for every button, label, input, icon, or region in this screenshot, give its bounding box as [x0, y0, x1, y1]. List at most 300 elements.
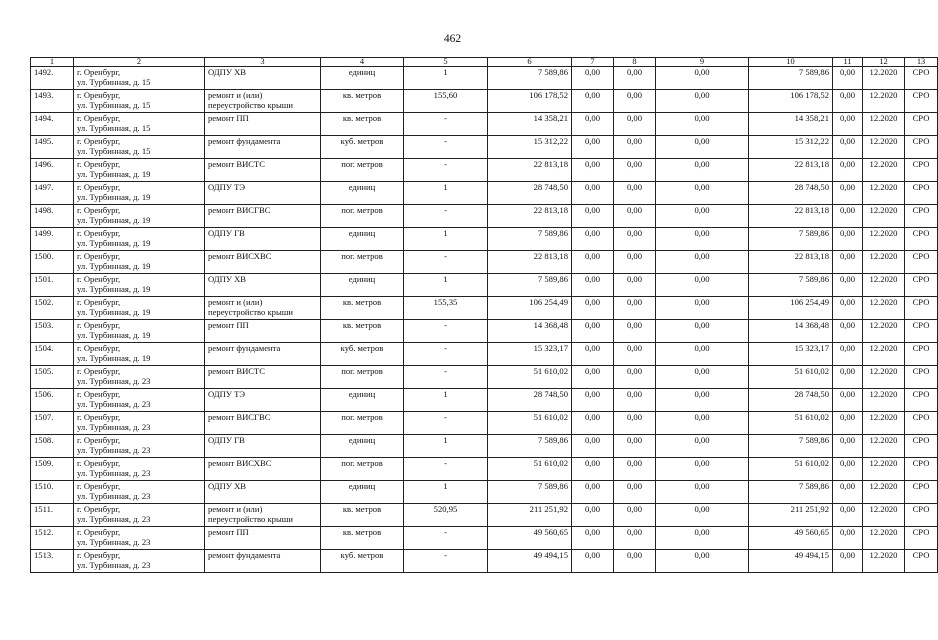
- address-text: ул. Турбинная, д. 23: [77, 560, 151, 571]
- value-col8-text: 0,00: [626, 343, 643, 353]
- value-col7-text: 0,00: [584, 297, 601, 307]
- unit-text: кв. метров: [342, 527, 382, 537]
- work-type-cell: [205, 90, 321, 113]
- address-text: г. Оренбург,: [77, 412, 121, 422]
- completion-date-text: 12.2020: [869, 251, 898, 261]
- quantity-cell: [404, 366, 488, 389]
- row-number-text: 1508.: [34, 435, 54, 445]
- quantity-text: 155,35: [433, 297, 458, 307]
- funding-source-cell: [905, 274, 938, 297]
- value-col11-text: 0,00: [839, 504, 856, 514]
- funding-source-cell: [905, 67, 938, 90]
- funding-source-cell: [905, 297, 938, 320]
- value-col7-text: 0,00: [584, 343, 601, 353]
- value-col8-cell: [614, 343, 656, 366]
- works-register-table: [30, 57, 938, 573]
- table-row: [31, 228, 938, 251]
- work-type-text: переустройство крыши: [208, 514, 293, 525]
- column-header: 7: [572, 58, 614, 67]
- value-col7-text: 0,00: [584, 90, 601, 100]
- page-number: 462: [443, 33, 462, 45]
- total-cell: [749, 182, 833, 205]
- cost-text: 51 610,02: [533, 412, 568, 422]
- quantity-text: -: [444, 343, 447, 353]
- table-row: [31, 366, 938, 389]
- column-header: 9: [656, 58, 749, 67]
- column-header: 11: [833, 58, 863, 67]
- work-type-cell: [205, 458, 321, 481]
- value-col7-cell: [572, 389, 614, 412]
- value-col8-text: 0,00: [626, 320, 643, 330]
- value-col9-text: 0,00: [694, 251, 710, 261]
- value-col8-cell: [614, 113, 656, 136]
- total-text: 106 178,52: [790, 90, 829, 100]
- value-col9-text: 0,00: [694, 297, 710, 307]
- funding-source-cell: [905, 435, 938, 458]
- work-type-text: ремонт ВИСГВС: [208, 412, 271, 422]
- value-col7-text: 0,00: [584, 136, 601, 146]
- address-cell: [74, 550, 205, 573]
- value-col7-text: 0,00: [584, 228, 601, 238]
- address-cell: [74, 182, 205, 205]
- row-number-cell: [31, 228, 74, 251]
- total-cell: [749, 251, 833, 274]
- table-row: [31, 67, 938, 90]
- cost-cell: [488, 159, 572, 182]
- value-col9-cell: [656, 67, 749, 90]
- address-text: ул. Турбинная, д. 19: [77, 192, 151, 203]
- value-col11-cell: [833, 228, 863, 251]
- funding-source-text: СРО: [912, 251, 930, 261]
- value-col11-text: 0,00: [839, 113, 856, 123]
- total-text: 22 813,18: [794, 159, 829, 169]
- value-col7-text: 0,00: [584, 504, 601, 514]
- value-col7-text: 0,00: [584, 205, 601, 215]
- address-cell: [74, 504, 205, 527]
- completion-date-text: 12.2020: [869, 159, 898, 169]
- address-cell: [74, 527, 205, 550]
- work-type-cell: [205, 228, 321, 251]
- value-col9-text: 0,00: [694, 550, 710, 560]
- total-cell: [749, 90, 833, 113]
- completion-date-text: 12.2020: [869, 113, 898, 123]
- unit-cell: [321, 228, 404, 251]
- address-text: ул. Турбинная, д. 19: [77, 330, 151, 341]
- unit-cell: [321, 274, 404, 297]
- quantity-cell: [404, 550, 488, 573]
- table-row: [31, 320, 938, 343]
- address-text: ул. Турбинная, д. 15: [77, 100, 151, 111]
- table-row: [31, 481, 938, 504]
- row-number-cell: [31, 435, 74, 458]
- value-col11-cell: [833, 481, 863, 504]
- unit-text: пог. метров: [341, 251, 383, 261]
- value-col9-cell: [656, 274, 749, 297]
- quantity-cell: [404, 90, 488, 113]
- value-col7-cell: [572, 550, 614, 573]
- quantity-text: 155,60: [433, 90, 458, 100]
- row-number-text: 1498.: [34, 205, 54, 215]
- row-number-cell: [31, 205, 74, 228]
- unit-text: пог. метров: [341, 412, 383, 422]
- row-number-cell: [31, 412, 74, 435]
- quantity-text: 1: [443, 481, 448, 491]
- funding-source-text: СРО: [912, 527, 930, 537]
- quantity-text: -: [444, 159, 447, 169]
- value-col9-cell: [656, 320, 749, 343]
- cost-cell: [488, 320, 572, 343]
- address-text: ул. Турбинная, д. 23: [77, 399, 151, 410]
- value-col8-text: 0,00: [626, 113, 643, 123]
- row-number-cell: [31, 159, 74, 182]
- value-col11-text: 0,00: [839, 412, 856, 422]
- unit-cell: [321, 343, 404, 366]
- value-col9-text: 0,00: [694, 435, 710, 445]
- value-col11-text: 0,00: [839, 274, 856, 284]
- work-type-text: ремонт фундамента: [208, 550, 281, 560]
- work-type-text: ремонт ВИСТС: [208, 159, 266, 169]
- funding-source-text: СРО: [912, 389, 930, 399]
- cost-cell: [488, 504, 572, 527]
- funding-source-cell: [905, 228, 938, 251]
- value-col9-cell: [656, 205, 749, 228]
- completion-date-cell: [863, 90, 905, 113]
- address-text: ул. Турбинная, д. 15: [77, 146, 151, 157]
- value-col11-cell: [833, 527, 863, 550]
- address-cell: [74, 320, 205, 343]
- work-type-text: переустройство крыши: [208, 307, 293, 318]
- value-col9-text: 0,00: [694, 113, 710, 123]
- address-cell: [74, 205, 205, 228]
- value-col9-cell: [656, 504, 749, 527]
- address-text: ул. Турбинная, д. 23: [77, 422, 151, 433]
- value-col7-text: 0,00: [584, 251, 601, 261]
- address-text: г. Оренбург,: [77, 182, 121, 192]
- cost-text: 106 254,49: [529, 297, 568, 307]
- completion-date-cell: [863, 389, 905, 412]
- total-text: 28 748,50: [794, 389, 829, 399]
- funding-source-text: СРО: [912, 481, 930, 491]
- work-type-text: переустройство крыши: [208, 100, 293, 111]
- value-col8-text: 0,00: [626, 366, 643, 376]
- completion-date-cell: [863, 458, 905, 481]
- value-col8-cell: [614, 435, 656, 458]
- address-cell: [74, 113, 205, 136]
- work-type-text: ОДПУ ГВ: [208, 435, 245, 445]
- address-text: ул. Турбинная, д. 23: [77, 376, 151, 387]
- address-cell: [74, 251, 205, 274]
- value-col9-text: 0,00: [694, 274, 710, 284]
- completion-date-text: 12.2020: [869, 320, 898, 330]
- unit-text: единиц: [348, 228, 376, 238]
- value-col11-text: 0,00: [839, 366, 856, 376]
- value-col8-cell: [614, 297, 656, 320]
- cost-cell: [488, 389, 572, 412]
- address-text: г. Оренбург,: [77, 90, 121, 100]
- row-number-text: 1502.: [34, 297, 54, 307]
- funding-source-cell: [905, 159, 938, 182]
- quantity-cell: [404, 435, 488, 458]
- column-header: 3: [205, 58, 321, 67]
- unit-cell: [321, 412, 404, 435]
- value-col7-text: 0,00: [584, 113, 601, 123]
- value-col7-text: 0,00: [584, 412, 601, 422]
- funding-source-cell: [905, 182, 938, 205]
- value-col8-text: 0,00: [626, 435, 643, 445]
- cost-cell: [488, 228, 572, 251]
- value-col8-cell: [614, 527, 656, 550]
- total-cell: [749, 435, 833, 458]
- total-text: 14 368,48: [794, 320, 829, 330]
- address-text: г. Оренбург,: [77, 67, 121, 77]
- quantity-cell: [404, 504, 488, 527]
- work-type-text: ремонт фундамента: [208, 136, 281, 146]
- completion-date-cell: [863, 527, 905, 550]
- unit-text: единиц: [348, 389, 376, 399]
- completion-date-text: 12.2020: [869, 182, 898, 192]
- value-col11-text: 0,00: [839, 228, 856, 238]
- address-text: ул. Турбинная, д. 19: [77, 261, 151, 272]
- total-text: 7 589,86: [798, 435, 829, 445]
- funding-source-text: СРО: [912, 550, 930, 560]
- table-row: [31, 435, 938, 458]
- address-cell: [74, 412, 205, 435]
- funding-source-cell: [905, 113, 938, 136]
- value-col9-cell: [656, 412, 749, 435]
- value-col7-cell: [572, 481, 614, 504]
- value-col7-cell: [572, 182, 614, 205]
- completion-date-text: 12.2020: [869, 228, 898, 238]
- cost-cell: [488, 366, 572, 389]
- row-number-cell: [31, 182, 74, 205]
- row-number-cell: [31, 550, 74, 573]
- work-type-text: ремонт и (или): [208, 504, 263, 514]
- column-header: 12: [863, 58, 905, 67]
- value-col9-text: 0,00: [694, 136, 710, 146]
- funding-source-text: СРО: [912, 228, 930, 238]
- value-col11-cell: [833, 182, 863, 205]
- row-number-cell: [31, 366, 74, 389]
- address-text: г. Оренбург,: [77, 458, 121, 468]
- completion-date-cell: [863, 435, 905, 458]
- value-col9-cell: [656, 435, 749, 458]
- value-col7-text: 0,00: [584, 527, 601, 537]
- value-col11-text: 0,00: [839, 320, 856, 330]
- address-text: ул. Турбинная, д. 19: [77, 169, 151, 180]
- cost-cell: [488, 412, 572, 435]
- column-header: 6: [488, 58, 572, 67]
- cost-cell: [488, 182, 572, 205]
- quantity-text: -: [444, 458, 447, 468]
- value-col7-cell: [572, 113, 614, 136]
- table-row: [31, 412, 938, 435]
- value-col8-cell: [614, 182, 656, 205]
- quantity-cell: [404, 159, 488, 182]
- work-type-cell: [205, 136, 321, 159]
- value-col9-text: 0,00: [694, 343, 710, 353]
- value-col11-cell: [833, 343, 863, 366]
- funding-source-cell: [905, 481, 938, 504]
- cost-cell: [488, 90, 572, 113]
- quantity-cell: [404, 182, 488, 205]
- work-type-cell: [205, 389, 321, 412]
- work-type-text: ремонт ПП: [208, 113, 249, 123]
- completion-date-text: 12.2020: [869, 90, 898, 100]
- value-col7-cell: [572, 67, 614, 90]
- row-number-text: 1496.: [34, 159, 54, 169]
- unit-cell: [321, 458, 404, 481]
- quantity-text: 1: [443, 67, 448, 77]
- unit-text: пог. метров: [341, 458, 383, 468]
- row-number-cell: [31, 481, 74, 504]
- value-col7-cell: [572, 527, 614, 550]
- value-col9-text: 0,00: [694, 458, 710, 468]
- row-number-cell: [31, 343, 74, 366]
- unit-cell: [321, 67, 404, 90]
- funding-source-text: СРО: [912, 435, 930, 445]
- value-col11-cell: [833, 389, 863, 412]
- cost-text: 14 368,48: [533, 320, 568, 330]
- value-col8-text: 0,00: [626, 251, 643, 261]
- address-cell: [74, 435, 205, 458]
- work-type-text: ремонт ВИСГВС: [208, 205, 271, 215]
- row-number-cell: [31, 527, 74, 550]
- work-type-text: ОДПУ ХВ: [208, 274, 247, 284]
- cost-text: 15 323,17: [533, 343, 568, 353]
- completion-date-text: 12.2020: [869, 205, 898, 215]
- column-header: 1: [31, 58, 74, 67]
- unit-text: единиц: [348, 274, 376, 284]
- completion-date-cell: [863, 113, 905, 136]
- quantity-text: -: [444, 320, 447, 330]
- value-col11-cell: [833, 550, 863, 573]
- value-col11-cell: [833, 67, 863, 90]
- address-text: г. Оренбург,: [77, 159, 121, 169]
- funding-source-cell: [905, 389, 938, 412]
- quantity-text: -: [444, 550, 447, 560]
- completion-date-cell: [863, 343, 905, 366]
- unit-text: единиц: [348, 435, 376, 445]
- value-col9-cell: [656, 182, 749, 205]
- work-type-cell: [205, 182, 321, 205]
- funding-source-text: СРО: [912, 274, 930, 284]
- value-col8-text: 0,00: [626, 504, 643, 514]
- completion-date-cell: [863, 205, 905, 228]
- completion-date-cell: [863, 297, 905, 320]
- table-row: [31, 527, 938, 550]
- unit-cell: [321, 297, 404, 320]
- value-col8-cell: [614, 274, 656, 297]
- value-col7-cell: [572, 435, 614, 458]
- value-col8-cell: [614, 550, 656, 573]
- row-number-text: 1501.: [34, 274, 54, 284]
- total-text: 7 589,86: [798, 228, 829, 238]
- work-type-text: ОДПУ ТЭ: [208, 389, 246, 399]
- total-cell: [749, 366, 833, 389]
- cost-text: 51 610,02: [533, 366, 568, 376]
- funding-source-cell: [905, 504, 938, 527]
- row-number-text: 1503.: [34, 320, 54, 330]
- row-number-text: 1506.: [34, 389, 54, 399]
- quantity-cell: [404, 343, 488, 366]
- row-number-text: 1495.: [34, 136, 54, 146]
- unit-text: пог. метров: [341, 159, 383, 169]
- value-col11-cell: [833, 366, 863, 389]
- row-number-cell: [31, 297, 74, 320]
- unit-cell: [321, 251, 404, 274]
- work-type-cell: [205, 113, 321, 136]
- total-text: 22 813,18: [794, 251, 829, 261]
- funding-source-cell: [905, 412, 938, 435]
- value-col7-text: 0,00: [584, 366, 601, 376]
- work-type-cell: [205, 366, 321, 389]
- funding-source-text: СРО: [912, 320, 930, 330]
- table-row: [31, 159, 938, 182]
- value-col11-text: 0,00: [839, 205, 856, 215]
- value-col9-cell: [656, 113, 749, 136]
- total-cell: [749, 527, 833, 550]
- funding-source-cell: [905, 550, 938, 573]
- row-number-cell: [31, 274, 74, 297]
- funding-source-cell: [905, 527, 938, 550]
- cost-cell: [488, 274, 572, 297]
- completion-date-text: 12.2020: [869, 527, 898, 537]
- work-type-cell: [205, 251, 321, 274]
- value-col11-cell: [833, 320, 863, 343]
- work-type-cell: [205, 527, 321, 550]
- work-type-cell: [205, 297, 321, 320]
- completion-date-text: 12.2020: [869, 67, 898, 77]
- value-col7-cell: [572, 297, 614, 320]
- unit-text: куб. метров: [340, 550, 384, 560]
- funding-source-cell: [905, 343, 938, 366]
- cost-cell: [488, 136, 572, 159]
- quantity-cell: [404, 136, 488, 159]
- unit-cell: [321, 389, 404, 412]
- cost-text: 51 610,02: [533, 458, 568, 468]
- address-text: г. Оренбург,: [77, 389, 121, 399]
- cost-text: 7 589,86: [537, 435, 568, 445]
- total-cell: [749, 136, 833, 159]
- address-cell: [74, 228, 205, 251]
- cost-cell: [488, 343, 572, 366]
- funding-source-text: СРО: [912, 504, 930, 514]
- value-col9-text: 0,00: [694, 320, 710, 330]
- address-cell: [74, 366, 205, 389]
- cost-text: 49 560,65: [533, 527, 568, 537]
- funding-source-cell: [905, 366, 938, 389]
- row-number-cell: [31, 389, 74, 412]
- row-number-text: 1507.: [34, 412, 54, 422]
- quantity-text: -: [444, 113, 447, 123]
- value-col11-text: 0,00: [839, 435, 856, 445]
- work-type-text: ОДПУ ХВ: [208, 67, 247, 77]
- quantity-cell: [404, 205, 488, 228]
- unit-cell: [321, 136, 404, 159]
- row-number-text: 1510.: [34, 481, 54, 491]
- value-col7-text: 0,00: [584, 274, 601, 284]
- table-row: [31, 136, 938, 159]
- funding-source-text: СРО: [912, 182, 930, 192]
- address-text: ул. Турбинная, д. 23: [77, 491, 151, 502]
- completion-date-cell: [863, 412, 905, 435]
- total-cell: [749, 550, 833, 573]
- cost-cell: [488, 527, 572, 550]
- work-type-text: ОДПУ ТЭ: [208, 182, 246, 192]
- total-cell: [749, 297, 833, 320]
- unit-cell: [321, 504, 404, 527]
- quantity-cell: [404, 274, 488, 297]
